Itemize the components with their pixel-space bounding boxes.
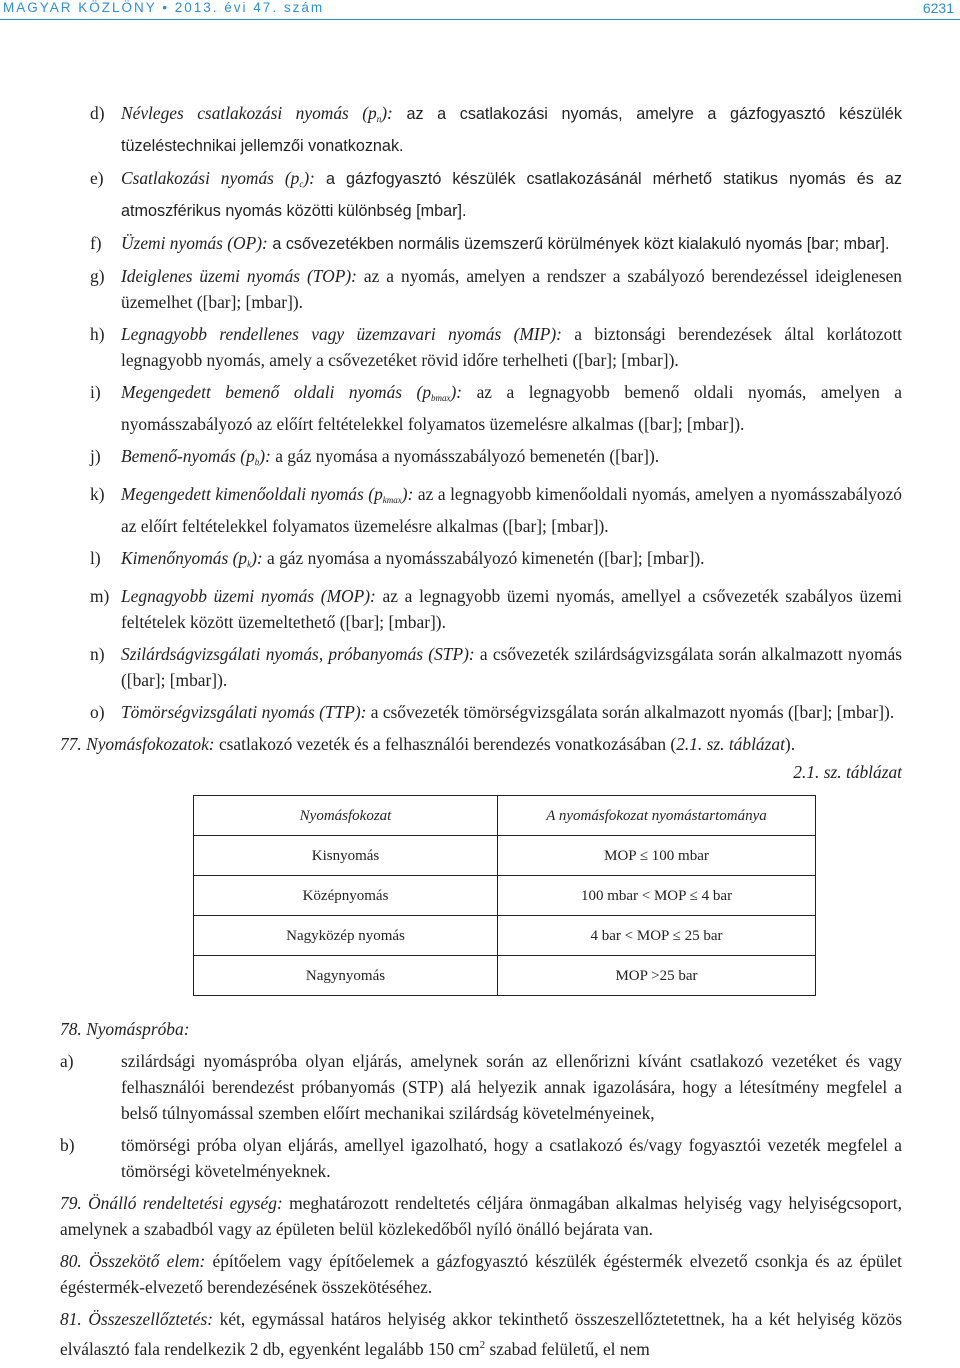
table-cell: Kisnyomás <box>194 836 498 876</box>
definition-text: a gáz nyomása a nyomásszabályozó bemenetén ([bar]). <box>270 446 660 466</box>
term: Megengedett kimenőoldali nyomás $(p_{kmax})$: <box>121 484 414 505</box>
paragraph-78 <box>60 1016 902 1042</box>
definition-text: a csővezeték tömörségvizsgálata során alkalmazott nyomás ([bar]; [mbar]). <box>366 702 895 722</box>
pressure-test-list <box>60 1048 902 1184</box>
definition-h <box>60 321 902 373</box>
definition-text: az a legnagyobb kimenőoldali nyomás, amelyen a nyomásszabályozó az előírt feltételekkel folyamatos üzemelésre alkalmas ([bar]; [mbar]). <box>121 484 902 536</box>
definition-text: a gázfogyasztó készülék csatlakozásánál mérhető statikus nyomás és az atmoszférikus nyomás közötti különbség [mbar]. <box>121 170 902 220</box>
paragraph-title: Nyomáspróba: <box>86 1019 190 1039</box>
item-label: a) <box>60 1051 74 1071</box>
definition-g <box>60 263 902 315</box>
paragraph-number: 80. <box>60 1251 82 1271</box>
item-label: i) <box>90 382 101 402</box>
item-label: l) <box>90 548 101 568</box>
term: Ideiglenes üzemi nyomás (TOP): <box>121 266 357 286</box>
item-label: d) <box>90 103 105 123</box>
table-caption <box>60 759 902 785</box>
definition-d <box>60 100 902 159</box>
table-cell: MOP >25 bar <box>498 956 816 996</box>
superscript: 2 <box>479 1339 486 1351</box>
item-label: g) <box>90 266 105 286</box>
table-header-row <box>194 796 816 836</box>
journal-title: MAGYAR KÖZLÖNY • 2013. évi 47. szám <box>3 0 325 15</box>
paragraph-number: 77. <box>60 734 82 754</box>
table-row <box>194 836 816 876</box>
paragraph-text: csatlakozó vezeték és a felhasználói berendezés vonatkozásában ( <box>214 734 677 754</box>
table-caption-text: 2.1. sz. táblázat <box>793 762 902 782</box>
table-cell: Nagyközép nyomás <box>194 916 498 956</box>
term: Megengedett bemenő oldali nyomás $(p_{bmax})$: <box>121 382 463 403</box>
term: Legnagyobb üzemi nyomás (MOP): <box>121 586 376 606</box>
definition-text: a csővezetékben normális üzemszerű körülmények közt kialakuló nyomás [bar; mbar]. <box>267 235 890 253</box>
item-label: n) <box>90 644 105 664</box>
definition-m <box>60 583 902 635</box>
paragraph-number: 78. <box>60 1019 82 1039</box>
item-label: e) <box>90 168 104 188</box>
definition-text: az a legnagyobb üzemi nyomás, amellyel a csővezeték szabályos üzemi feltételek között üzemeltethető ([bar]; [mbar]). <box>121 586 903 632</box>
pressure-test-a <box>60 1048 902 1126</box>
term: Kimenőnyomás $(p_k)$: <box>121 548 263 569</box>
term: Tömörségvizsgálati nyomás (TTP): <box>121 702 367 722</box>
paragraph-81 <box>60 1306 902 1362</box>
paragraph-text: meghatározott rendeltetés céljára önmagában alkalmas helyiség vagy helyiségcsoport, amelynek a szabadból vagy az épületen belül közlekedőből nyíló önálló bejárata van. <box>60 1193 902 1239</box>
term: Szilárdságvizsgálati nyomás, próbanyomás (STP): <box>121 644 475 664</box>
paragraph-80 <box>60 1248 902 1300</box>
definition-text: a csővezeték szilárdságvizsgálata során alkalmazott nyomás ([bar]; [mbar]). <box>121 644 902 690</box>
pressure-test-b <box>60 1132 902 1184</box>
table-cell: 100 mbar < MOP ≤ 4 bar <box>498 876 816 916</box>
paragraph-number: 81. <box>60 1309 82 1329</box>
paragraph-title: Összeszellőztetés: <box>88 1309 214 1329</box>
paragraph-title: Összekötő elem: <box>88 1251 206 1271</box>
item-label: o) <box>90 702 105 722</box>
definition-text: az a nyomás, amelyen a rendszer a szabályozó berendezéssel ideiglenesen üzemelhet ([bar]; [mbar]). <box>121 266 902 312</box>
table-cell: Középnyomás <box>194 876 498 916</box>
term: Üzemi nyomás (OP): <box>121 233 268 253</box>
definition-k <box>60 481 902 539</box>
definition-j <box>60 443 902 475</box>
term: Csatlakozási nyomás $(p_c)$: <box>121 168 315 189</box>
table-row <box>194 876 816 916</box>
term: Bemenő-nyomás $(p_b)$: <box>121 446 271 467</box>
table-cell: MOP ≤ 100 mbar <box>498 836 816 876</box>
definition-list <box>60 100 902 725</box>
table-header-cell: Nyomásfokozat <box>194 796 498 836</box>
paragraph-end: ). <box>784 734 796 754</box>
paragraph-text-end: szabad felületű, el nem <box>485 1338 650 1359</box>
item-label: f) <box>90 233 102 253</box>
definition-n <box>60 641 902 693</box>
paragraph-text: két, egymással határos helyiség akkor tekinthető összeszellőztetettnek, ha a két helyiség közös elválasztó fala rendelkezik 2 db, egyenként legalább 150 cm <box>60 1309 902 1359</box>
item-label: m) <box>90 586 110 606</box>
definition-text: a biztonsági berendezések által korlátozott legnagyobb nyomás, amely a csővezetéket rövid időre terhelheti ([bar]; [mbar]). <box>121 324 902 370</box>
item-label: k) <box>90 484 105 504</box>
item-label: j) <box>90 446 101 466</box>
table-row <box>194 956 816 996</box>
item-label: h) <box>90 324 105 344</box>
item-text: tömörségi próba olyan eljárás, amellyel igazolható, hogy a csatlakozó és/vagy fogyasztói vezeték megfelel a tömörségi követelményeknek. <box>121 1135 902 1181</box>
definition-l <box>60 545 902 577</box>
definition-text: a gáz nyomása a nyomásszabályozó kimenetén ([bar]; [mbar]). <box>262 548 705 568</box>
term: Legnagyobb rendellenes vagy üzemzavari nyomás (MIP): <box>121 324 562 344</box>
definition-o <box>60 699 902 725</box>
table-row <box>194 916 816 956</box>
paragraph-number: 79. <box>60 1193 82 1213</box>
paragraph-77 <box>60 731 902 757</box>
definition-text: az a csatlakozási nyomás, amelyre a gázfogyasztó készülék tüzeléstechnikai jellemzői vonatkoznak. <box>121 105 902 155</box>
table-reference: 2.1. sz. táblázat <box>676 734 785 754</box>
term: Névleges csatlakozási nyomás $(p_n)$: <box>121 103 393 124</box>
paragraph-text: építőelem vagy építőelemek a gázfogyasztó készülék égéstermék elvezető csonkja és az épület égéstermék-elvezető berendezésének összekötéséhez. <box>60 1251 902 1297</box>
table-header-cell: A nyomásfokozat nyomástartománya <box>498 796 816 836</box>
paragraph-title: Nyomásfokozatok: <box>86 734 215 754</box>
definition-e <box>60 165 902 224</box>
item-text: szilárdsági nyomáspróba olyan eljárás, amelynek során az ellenőrizni kívánt csatlakozó vezetéket és vagy felhasználói berendezést próbanyomás (STP) alá helyezik annak igazolására, hogy a létesítmény megfelel a belső túlnyomással szemben előírt mechanikai szilárdság követelményeinek, <box>121 1051 902 1123</box>
definition-text: az a legnagyobb bemenő oldali nyomás, amelyen a nyomásszabályozó az előírt feltételekkel folyamatos üzemelésre alkalmas ([bar]; [mbar]). <box>121 382 902 434</box>
paragraph-title: Önálló rendeltetési egység: <box>88 1193 283 1213</box>
page-number: 6231 <box>922 0 954 16</box>
definition-i <box>60 379 902 437</box>
definition-f <box>60 230 902 257</box>
document-body <box>60 100 902 1368</box>
pressure-stage-table <box>193 795 816 996</box>
table-cell: 4 bar < MOP ≤ 25 bar <box>498 916 816 956</box>
item-label: b) <box>60 1135 75 1155</box>
header-rule <box>0 19 960 20</box>
table-cell: Nagynyomás <box>194 956 498 996</box>
paragraph-79 <box>60 1190 902 1242</box>
page-header <box>0 0 960 30</box>
